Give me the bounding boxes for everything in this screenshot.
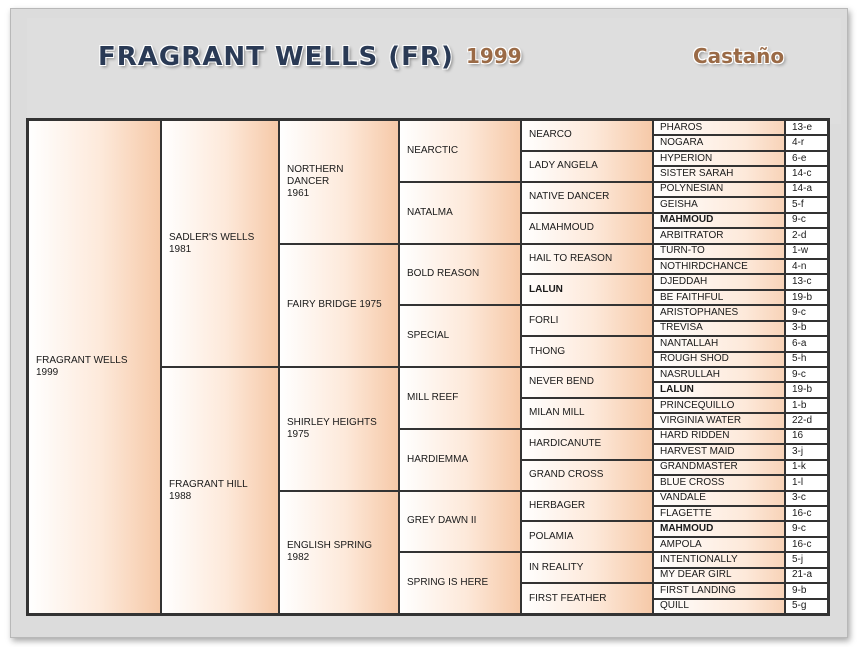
gen3-cell <box>399 491 521 553</box>
gen5-family-code-label: 9-c <box>792 306 806 318</box>
gen5-family-code-label: 9-c <box>792 368 806 380</box>
grandparent-cell <box>279 491 399 615</box>
gen5-family-code-label: 9-b <box>792 584 807 596</box>
gen4-cell-label: LADY ANGELA <box>529 160 598 172</box>
gen5-family-code <box>785 135 828 150</box>
gen5-family-code-label: 14-c <box>792 168 812 180</box>
grandparent-cell <box>279 367 399 491</box>
gen5-name-cell <box>653 135 785 150</box>
gen5-name-cell <box>653 382 785 397</box>
gen3-cell-label: GREY DAWN II <box>407 515 477 527</box>
gen5-name-cell <box>653 491 785 506</box>
gen5-name-cell-label: VIRGINIA WATER <box>660 415 742 427</box>
gen5-family-code <box>785 568 828 583</box>
gen5-name-cell <box>653 568 785 583</box>
gen5-family-code <box>785 213 828 228</box>
gen5-name-cell <box>653 151 785 166</box>
gen5-family-code <box>785 429 828 444</box>
gen5-family-code <box>785 120 828 135</box>
subject-cell-label: FRAGRANT WELLS 1999 <box>36 355 128 378</box>
gen5-name-cell <box>653 120 785 135</box>
birth-year: 1999 <box>466 44 522 68</box>
gen5-family-code <box>785 151 828 166</box>
gen3-cell <box>399 429 521 491</box>
gen5-name-cell <box>653 537 785 552</box>
gen5-name-cell <box>653 444 785 459</box>
gen5-name-cell <box>653 336 785 351</box>
gen5-name-cell <box>653 583 785 598</box>
gen5-name-cell-label: NASRULLAH <box>660 368 721 380</box>
gen5-name-cell-label: GEISHA <box>660 198 698 210</box>
gen5-name-cell-label: NANTALLAH <box>660 337 719 349</box>
grandparent-cell-label: ENGLISH SPRING 1982 <box>287 540 373 564</box>
gen5-name-cell-label: AMPOLA <box>660 538 702 550</box>
gen4-cell <box>521 367 653 398</box>
gen5-name-cell <box>653 274 785 289</box>
gen5-name-cell-label: LALUN <box>660 384 694 396</box>
gen5-family-code <box>785 197 828 212</box>
gen5-family-code-label: 4-r <box>792 137 805 149</box>
gen5-family-code <box>785 398 828 413</box>
gen5-family-code-label: 1-l <box>792 476 804 488</box>
gen3-cell <box>399 244 521 306</box>
gen5-family-code-label: 1-w <box>792 245 809 257</box>
gen5-name-cell-label: FIRST LANDING <box>660 584 736 596</box>
gen5-name-cell-label: HYPERION <box>660 152 713 164</box>
gen5-name-cell-label: NOTHIRDCHANCE <box>660 260 748 272</box>
gen5-family-code-label: 16 <box>792 430 804 442</box>
gen3-cell-label: NEARCTIC <box>407 144 459 156</box>
gen5-name-cell-label: GRANDMASTER <box>660 461 738 473</box>
gen5-family-code <box>785 228 828 243</box>
pedigree-table <box>26 118 830 616</box>
gen5-name-cell <box>653 213 785 228</box>
gen5-name-cell-label: BLUE CROSS <box>660 476 725 488</box>
gen5-family-code-label: 3-c <box>792 492 806 504</box>
gen5-family-code-label: 13-e <box>792 121 813 133</box>
gen5-name-cell-label: VANDALE <box>660 492 706 504</box>
gen5-name-cell-label: DJEDDAH <box>660 276 708 288</box>
gen5-family-code <box>785 336 828 351</box>
gen4-cell <box>521 182 653 213</box>
gen5-name-cell-label: MAHMOUD <box>660 523 714 535</box>
gen5-family-code-label: 5-f <box>792 198 804 210</box>
gen4-cell <box>521 151 653 182</box>
gen5-name-cell <box>653 599 785 614</box>
gen4-cell-label: HERBAGER <box>529 499 586 511</box>
gen4-cell <box>521 521 653 552</box>
gen5-name-cell <box>653 305 785 320</box>
gen4-cell-label: HARDICANUTE <box>529 438 602 450</box>
gen4-cell <box>521 429 653 460</box>
gen5-family-code-label: 19-b <box>792 384 813 396</box>
gen5-family-code-label: 14-a <box>792 183 813 195</box>
subject-cell <box>28 120 161 614</box>
gen5-name-cell-label: HARVEST MAID <box>660 445 735 457</box>
gen5-family-code-label: 2-d <box>792 229 807 241</box>
gen5-name-cell <box>653 398 785 413</box>
gen5-family-code-label: 16-c <box>792 507 812 519</box>
gen5-family-code <box>785 367 828 382</box>
gen4-cell <box>521 120 653 151</box>
gen5-family-code <box>785 537 828 552</box>
gen4-cell-label: MILAN MILL <box>529 407 585 419</box>
gen5-name-cell-label: BE FAITHFUL <box>660 291 724 303</box>
gen5-family-code-label: 4-n <box>792 260 807 272</box>
gen5-name-cell <box>653 166 785 181</box>
gen3-cell-label: BOLD REASON <box>407 268 480 280</box>
gen3-cell <box>399 552 521 614</box>
gen4-cell-label: NATIVE DANCER <box>529 191 610 203</box>
gen5-family-code <box>785 491 828 506</box>
gen5-name-cell <box>653 228 785 243</box>
gen5-family-code <box>785 583 828 598</box>
gen4-cell-label: GRAND CROSS <box>529 469 604 481</box>
gen4-cell <box>521 583 653 614</box>
gen5-family-code <box>785 259 828 274</box>
gen5-family-code-label: 5-h <box>792 353 807 365</box>
gen5-name-cell-label: ARISTOPHANES <box>660 306 739 318</box>
parent-cell-label: FRAGRANT HILL 1988 <box>169 478 248 502</box>
gen5-name-cell <box>653 182 785 197</box>
gen5-family-code-label: 22-d <box>792 415 813 427</box>
gen5-name-cell-label: PHAROS <box>660 121 703 133</box>
gen5-name-cell <box>653 552 785 567</box>
gen5-family-code <box>785 521 828 536</box>
gen5-name-cell <box>653 244 785 259</box>
gen5-name-cell-label: PRINCEQUILLO <box>660 399 735 411</box>
gen5-name-cell-label: SISTER SARAH <box>660 168 734 180</box>
gen4-cell <box>521 305 653 336</box>
gen5-family-code <box>785 460 828 475</box>
gen3-cell-label: HARDIEMMA <box>407 453 469 465</box>
gen5-family-code-label: 9-c <box>792 523 806 535</box>
parent-cell-label: SADLER'S WELLS 1981 <box>169 231 255 255</box>
gen4-cell <box>521 460 653 491</box>
gen5-family-code-label: 6-e <box>792 152 807 164</box>
gen3-cell <box>399 367 521 429</box>
gen5-name-cell-label: HARD RIDDEN <box>660 430 730 442</box>
gen4-cell-label: NEVER BEND <box>529 376 595 388</box>
gen5-family-code-label: 3-j <box>792 445 804 457</box>
gen5-family-code-label: 1-b <box>792 399 807 411</box>
gen5-family-code <box>785 599 828 614</box>
gen5-family-code <box>785 305 828 320</box>
gen5-name-cell <box>653 321 785 336</box>
gen5-name-cell-label: ROUGH SHOD <box>660 353 729 365</box>
gen5-family-code <box>785 290 828 305</box>
gen5-name-cell <box>653 259 785 274</box>
grandparent-cell-label: NORTHERN DANCER 1961 <box>287 163 344 199</box>
gen4-cell <box>521 336 653 367</box>
gen4-cell <box>521 398 653 429</box>
gen4-cell-label: THONG <box>529 345 566 357</box>
gen5-name-cell <box>653 506 785 521</box>
gen4-cell <box>521 274 653 305</box>
gen5-family-code <box>785 475 828 490</box>
parent-cell <box>161 120 279 367</box>
parent-cell <box>161 367 279 614</box>
grandparent-cell <box>279 244 399 368</box>
gen4-cell-label: LALUN <box>529 283 563 295</box>
gen4-cell-label: NEARCO <box>529 129 572 141</box>
gen5-name-cell-label: FLAGETTE <box>660 507 712 519</box>
gen5-name-cell-label: MY DEAR GIRL <box>660 569 732 581</box>
gen5-family-code <box>785 444 828 459</box>
gen5-family-code-label: 21-a <box>792 569 813 581</box>
gen4-cell <box>521 552 653 583</box>
gen5-family-code-label: 16-c <box>792 538 812 550</box>
gen4-cell-label: ALMAHMOUD <box>529 222 595 234</box>
gen5-family-code <box>785 382 828 397</box>
gen5-family-code <box>785 321 828 336</box>
gen5-name-cell <box>653 460 785 475</box>
gen4-cell-label: FIRST FEATHER <box>529 592 607 604</box>
gen3-cell-label: NATALMA <box>407 206 453 218</box>
gen5-name-cell <box>653 290 785 305</box>
gen5-family-code-label: 5-g <box>792 600 807 612</box>
gen5-name-cell <box>653 475 785 490</box>
gen5-family-code <box>785 182 828 197</box>
gen4-cell <box>521 244 653 275</box>
gen5-family-code <box>785 352 828 367</box>
gen5-name-cell <box>653 367 785 382</box>
gen4-cell-label: HAIL TO REASON <box>529 252 613 264</box>
gen5-name-cell-label: QUILL <box>660 600 689 612</box>
gen5-family-code <box>785 506 828 521</box>
gen5-name-cell-label: TURN-TO <box>660 245 705 257</box>
gen5-name-cell-label: INTENTIONALLY <box>660 553 738 565</box>
gen5-family-code <box>785 552 828 567</box>
gen5-name-cell <box>653 413 785 428</box>
gen5-family-code-label: 3-b <box>792 322 807 334</box>
gen5-name-cell-label: ARBITRATOR <box>660 229 724 241</box>
gen3-cell-label: SPECIAL <box>407 330 450 342</box>
gen5-name-cell <box>653 429 785 444</box>
gen5-family-code <box>785 244 828 259</box>
gen5-family-code-label: 19-b <box>792 291 813 303</box>
gen5-family-code-label: 13-c <box>792 276 812 288</box>
gen4-cell-label: FORLI <box>529 314 559 326</box>
gen4-cell <box>521 213 653 244</box>
grandparent-cell <box>279 120 399 244</box>
gen5-family-code-label: 6-a <box>792 337 807 349</box>
gen3-cell <box>399 305 521 367</box>
gen4-cell-label: IN REALITY <box>529 561 584 573</box>
gen5-name-cell-label: NOGARA <box>660 137 704 149</box>
gen5-name-cell <box>653 197 785 212</box>
gen3-cell-label: SPRING IS HERE <box>407 577 489 589</box>
gen5-name-cell <box>653 521 785 536</box>
gen5-family-code-label: 9-c <box>792 214 806 226</box>
grandparent-cell-label: SHIRLEY HEIGHTS 1975 <box>287 416 377 440</box>
gen5-family-code-label: 5-j <box>792 553 804 565</box>
gen5-family-code <box>785 166 828 181</box>
coat-color: Castaño <box>693 44 785 68</box>
gen3-cell-label: MILL REEF <box>407 391 459 403</box>
gen3-cell <box>399 182 521 244</box>
gen5-family-code <box>785 274 828 289</box>
gen3-cell <box>399 120 521 182</box>
gen5-name-cell-label: MAHMOUD <box>660 214 714 226</box>
gen5-family-code-label: 1-k <box>792 461 806 473</box>
gen5-name-cell-label: POLYNESIAN <box>660 183 724 195</box>
gen5-name-cell <box>653 352 785 367</box>
gen5-name-cell-label: TREVISA <box>660 322 703 334</box>
gen4-cell <box>521 491 653 522</box>
horse-title: FRAGRANT WELLS (FR) <box>98 42 454 72</box>
gen5-family-code <box>785 413 828 428</box>
grandparent-cell-label: FAIRY BRIDGE 1975 <box>287 299 382 311</box>
gen4-cell-label: POLAMIA <box>529 530 574 542</box>
